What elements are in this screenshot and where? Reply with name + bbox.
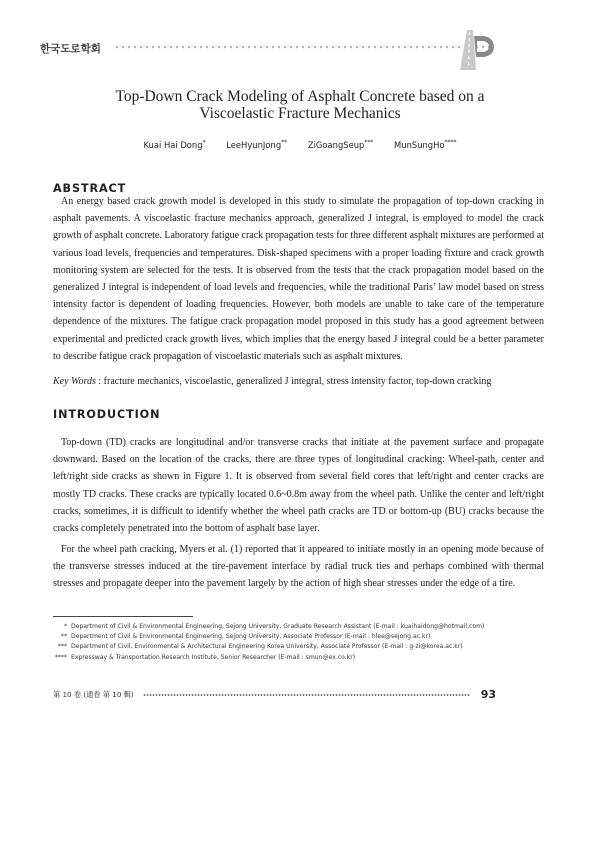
keywords (53, 376, 553, 387)
footnote (53, 632, 553, 642)
author-name: Kuai Hai Dong (143, 139, 203, 150)
paper-title (60, 88, 540, 122)
footer-dot-leader (143, 693, 470, 697)
footnote-mark: * (63, 623, 67, 630)
keywords-label: Key Words (53, 376, 96, 387)
journal-name: 한국도로학회 (40, 43, 101, 55)
keywords-text: : fracture mechanics, viscoelastic, generalized J integral, stress intensity factor, top-down cracking (95, 376, 492, 387)
footnote-mark: *** (57, 643, 67, 651)
footnote-divider (53, 616, 193, 617)
footnotes (53, 622, 553, 663)
introduction-heading: INTRODUCTION (53, 408, 161, 421)
footnote (53, 642, 553, 652)
footnote-mark: **** (54, 653, 67, 661)
footnote (53, 653, 553, 663)
volume-info: 第 10 卷 (通卷 第 10 輯) (53, 690, 134, 699)
author-list (0, 139, 600, 150)
author-name: MunSungHo (394, 139, 445, 150)
footnote-text: Department of Civil & Environmental Engineering, Sejong University, Graduate Research Assistant (E-mail : kuaihaidong@hotmail.com) (71, 623, 485, 630)
abstract-text: An energy based crack growth model is developed in this study to simulate the propagation of top-down cracking in asphalt pavements. A viscoelastic fracture mechanics approach, generalized J integral, is employed to model the crack growth of asphalt concrete. Laboratory fatigue crack propagation tests for three different asphalt mixtures are performed at various load levels, frequencies and temperatures. Disk-shaped specimens with a proper loading fixture and crack growth monitoring system are selected for the tests. It is observed from the tests that the crack propagation model based on the generalized J integral is independent of load levels and frequencies, while the traditional Paris’ law model based on stress intensity factor is dependent of loading frequencies. However, both models are unable to take care of the temperature dependence of the mixtures. The fatigue crack propagation model proposed in this study has a good agreement between experimental and predicted crack growth lives, which implies that the energy based J integral could be a better parameter to describe fatigue crack propagation of viscoelastic materials such as asphalt mixtures. (53, 196, 545, 362)
footnote-text: Expressway & Transportation Research Institute, Senior Researcher (E-mail : smun@ex.co.kr) (71, 653, 356, 661)
title-line-1: Top-Down Crack Modeling of Asphalt Concrete based on a (115, 88, 485, 105)
abstract-heading: ABSTRACT (53, 182, 127, 195)
author (143, 140, 205, 150)
author-mark: ** (281, 139, 288, 146)
author-name: ZiGoangSeup (307, 139, 365, 150)
journal-logo-icon (454, 28, 496, 72)
introduction-paragraph-2: For the wheel path cracking, Myers et al. (1) reported that it appeared to initiate mostly in an opening mode because of the transverse stresses induced at the tire-pavement interface by radial truck ties and perhaps combined with thermal stresses and propagate deeper into the pavement largely by the action of high shear stresses under the edge of a tire. (53, 544, 544, 590)
header-dot-rule (114, 43, 490, 51)
footnote-text: Department of Civil & Environmental Engineering, Sejong University, Associate Professor (E-mail : hlee@sejong.ac.kr) (71, 633, 431, 641)
running-header (40, 41, 490, 55)
author (226, 140, 287, 150)
author (394, 140, 457, 150)
author-mark: *** (364, 139, 374, 146)
page-number: 93 (480, 688, 496, 701)
author-mark: * (202, 139, 206, 146)
footnote (53, 622, 553, 632)
footnote-mark: ** (60, 633, 67, 641)
introduction-paragraph-1: Top-down (TD) cracks are longitudinal and/or transverse cracks that initiate at the pavement surface and propagate downward. Based on the location of the cracks, there are three types of longitudinal cracking: Wheel-path, center and left/right side cracks as shown in Figure 1. It is observed from several field cores that left/right and center cracks are mostly TD cracks. These cracks are typically located 0.6~0.8m away from the wheel path. Unlike the center and left/right cracks, sometimes, it is difficult to identify whether the wheel path cracks are TD or bottom-up (BU) cracks because the cracks completely penetrated into the bottom of asphalt base layer. (53, 437, 544, 535)
page-footer (53, 688, 496, 702)
author-mark: **** (444, 139, 457, 146)
footnote-text: Department of Civil, Environmental & Architectural Engineering Korea University, Associate Professor (E-mail : g-zi@korea.ac.kr) (71, 643, 463, 651)
author-name: LeeHyunJong (226, 139, 282, 150)
author (308, 140, 374, 150)
title-line-2: Viscoelastic Fracture Mechanics (199, 105, 401, 122)
